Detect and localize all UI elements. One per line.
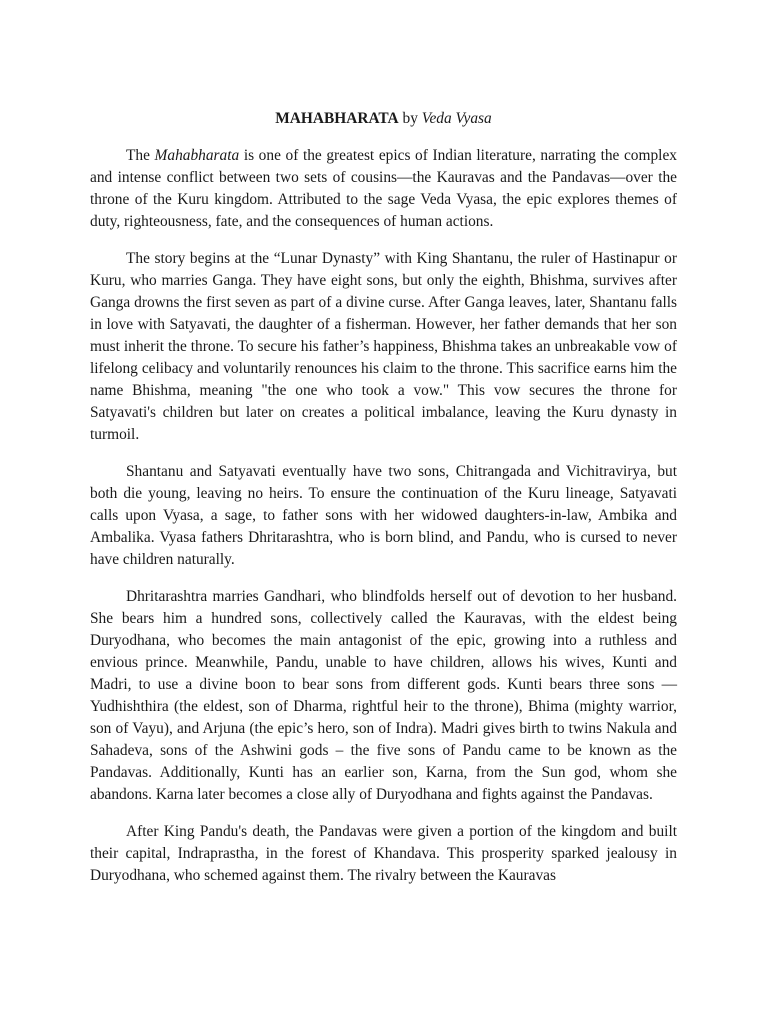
document-page [90,108,677,902]
paragraph-indraprastha: After King Pandu's death, the Pandavas were given a portion of the kingdom and built their capital, Indraprastha, in the forest of Khandava. This prosperity sparked jealousy in Duryodhana, who schemed against them. The rivalry between the Kauravas [90,823,677,884]
paragraph-intro-lead: The [126,147,150,164]
paragraph-kauravas-pandavas: Dhritarashtra marries Gandhari, who blindfolds herself out of devotion to her husband. She bears him a hundred sons, collectively called the Kauravas, with the eldest being Duryodhana, who becomes the main antagonist of the epic, growing into a ruthless and envious prince. Meanwhile, Pandu, unable to have children, allows his wives, Kunti and Madri, to use a divine boon to bear sons from different gods. Kunti bears three sons —Yudhishthira (the eldest, son of Dharma, rightful heir to the throne), Bhima (mighty warrior, son of Vayu), and Arjuna (the epic’s hero, son of Indra). Madri gives birth to twins Nakula and Sahadeva, sons of the Ashwini gods – the five sons of Pandu came to be known as the Pandavas. Additionally, Kunti has an earlier son, Karna, from the Sun god, whom she abandons. Karna later becomes a close ally of Duryodhana and fights against the Pandavas. [90,588,677,803]
title-author: Veda Vyasa [421,110,492,127]
title-connector: by [402,110,418,127]
paragraph-shantanu: The story begins at the “Lunar Dynasty” with King Shantanu, the ruler of Hastinapur or Kuru, who marries Ganga. They have eight sons, but only the eighth, Bhishma, survives after Ganga drowns the first seven as part of a divine curse. After Ganga leaves, later, Shantanu falls in love with Satyavati, the daughter of a fisherman. However, her father demands that her son must inherit the throne. To secure his father’s happiness, Bhishma takes an unbreakable vow of lifelong celibacy and voluntarily renounces his claim to the throne. This sacrifice earns him the name Bhishma, meaning "the one who took a vow." This vow secures the throne for Satyavati's children but later on creates a political imbalance, leaving the Kuru dynasty in turmoil. [90,250,677,443]
paragraph-sons: Shantanu and Satyavati eventually have two sons, Chitrangada and Vichitravirya, but both die young, leaving no heirs. To ensure the continuation of the Kuru lineage, Satyavati calls upon Vyasa, a sage, to father sons with her widowed daughters-in-law, Ambika and Ambalika. Vyasa fathers Dhritarashtra, who is born blind, and Pandu, who is cursed to never have children naturally. [90,463,677,568]
paragraph-intro-rest: is one of the greatest epics of Indian literature, narrating the complex and intense conflict between two sets of cousins—the Kauravas and the Pandavas—over the throne of the Kuru kingdom. Attributed to the sage Veda Vyasa, the epic explores themes of duty, righteousness, fate, and the consequences of human actions. [90,147,677,230]
document-title [90,108,677,130]
title-main: MAHABHARATA [275,110,399,127]
paragraph-intro-italic: Mahabharata [154,147,240,164]
paragraph-intro [90,145,677,233]
